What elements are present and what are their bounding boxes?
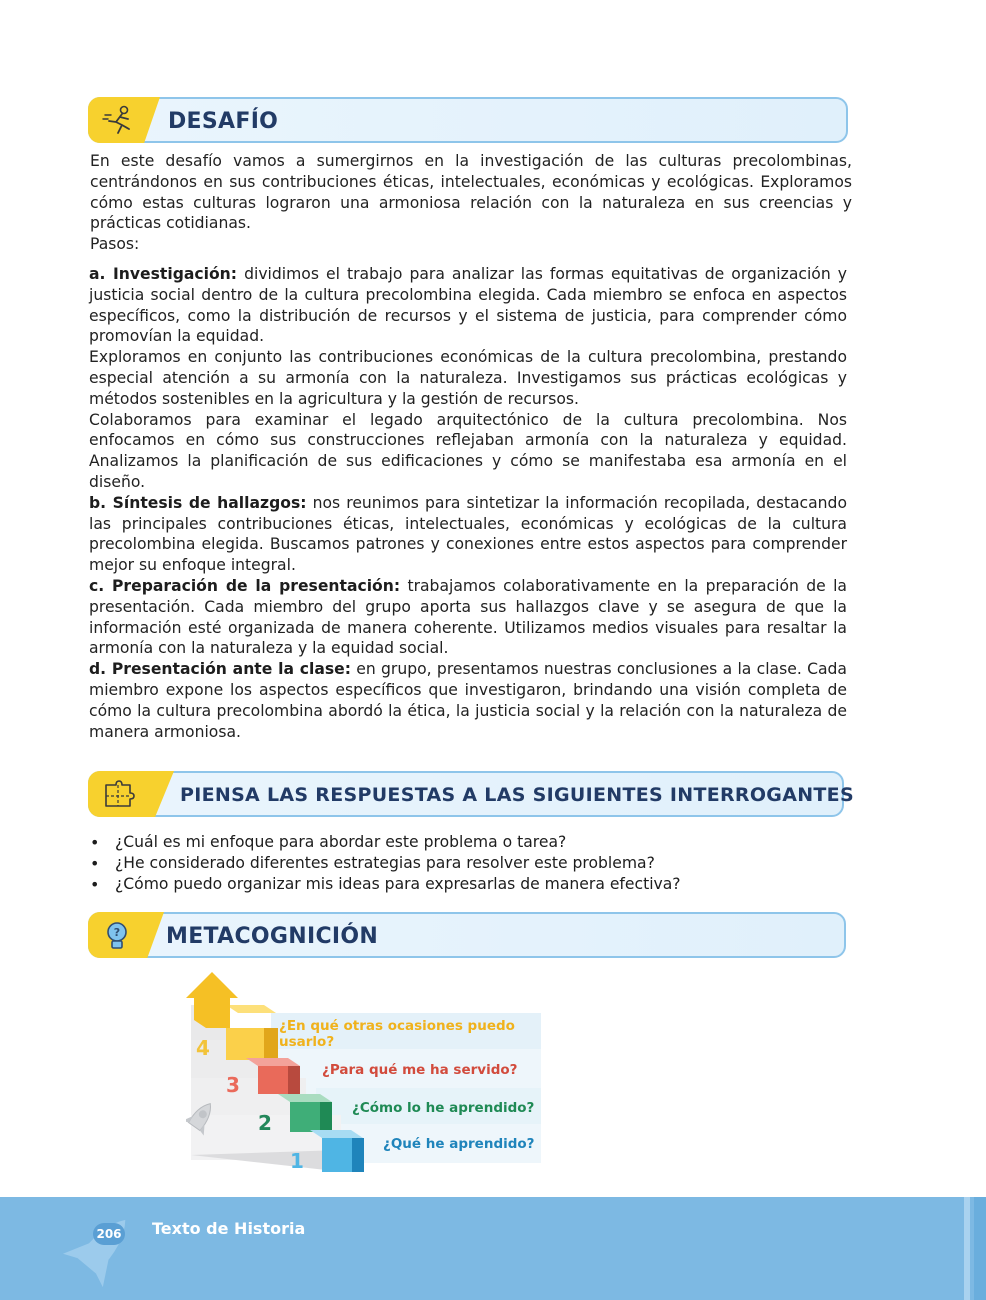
step-a-text: dividimos el trabajo para analizar las formas equitativas de organización y justicia social dentro de la cultura precolombina elegida. Cada miembro se enfoca en aspectos específicos, como la distribución de recursos y el sistema de justicia, para comprender cómo promovían la equidad. <box>89 265 847 346</box>
piensa-tab <box>88 771 174 817</box>
metacognicion-header <box>88 912 846 958</box>
metacognicion-tab <box>88 912 164 958</box>
puzzle-icon <box>102 779 136 809</box>
desafio-intro-block <box>90 151 852 255</box>
step-a <box>89 264 847 347</box>
desafio-title: DESAFÍO <box>168 109 279 134</box>
footer-stripe <box>974 1197 986 1300</box>
metacognicion-title: METACOGNICIÓN <box>166 924 379 949</box>
step-4-label <box>279 1018 515 1050</box>
step-4-label-line-2: usarlo? <box>279 1034 335 1050</box>
step-d <box>89 659 847 742</box>
book-title: Texto de Historia <box>152 1219 306 1238</box>
desafio-tab <box>88 97 160 143</box>
piensa-header <box>88 771 854 817</box>
piensa-title: PIENSA LAS RESPUESTAS A LAS SIGUIENTES INTERROGANTES <box>180 784 854 806</box>
step-a-paragraph-3: Colaboramos para examinar el legado arquitectónico de la cultura precolombina. Nos enfocamos en cómo sus construcciones reflejaban armonía con la naturaleza y equidad. Analizamos la planificación de sus edificaciones y cómo se manifestaba esa armonía en el diseño. <box>89 410 847 491</box>
question-list <box>90 832 681 895</box>
step-d-label: d. Presentación ante la clase: <box>89 660 351 679</box>
step-3-label: ¿Para qué me ha servido? <box>322 1062 518 1078</box>
lightbulb-icon <box>102 920 132 952</box>
step-number-4: 4 <box>196 1036 210 1060</box>
question-item: • ¿Cuál es mi enfoque para abordar este problema o tarea? <box>90 832 681 853</box>
question-item: • ¿He considerado diferentes estrategias para resolver este problema? <box>90 853 681 874</box>
step-1-label: ¿Qué he aprendido? <box>383 1136 535 1152</box>
step-b-label: b. Síntesis de hallazgos: <box>89 493 307 512</box>
page-footer <box>0 1197 986 1300</box>
step-number-2: 2 <box>258 1111 272 1135</box>
step-b-text: nos reunimos para sintetizar la información recopilada, destacando las principales contribuciones éticas, intelectuales, económicas y ecológicas de la cultura precolombina elegida. Buscamos patrones y conexiones entre estos aspectos para comprender mejor su enfoque integral. <box>89 493 847 575</box>
step-d-text: en grupo, presentamos nuestras conclusiones a la clase. Cada miembro expone los aspectos específicos que investigaron, brindando una visión completa de cómo la cultura precolombina abordó la ética, la justicia social y la relación con la naturaleza de manera armoniosa. <box>89 660 847 741</box>
desafio-header <box>88 97 848 143</box>
rocket-watermark-icon <box>40 1197 170 1300</box>
desafio-intro: En este desafío vamos a sumergirnos en la investigación de las culturas precolombinas, centrándonos en sus contribuciones éticas, intelectuales, económicas y ecológicas. Exploramos cómo estas culturas lograron una armoniosa relación con la naturaleza en sus creencias y prácticas cotidianas. <box>90 152 852 233</box>
footer-stripe <box>964 1197 970 1300</box>
step-b <box>89 493 847 576</box>
step-number-1: 1 <box>290 1149 304 1173</box>
step-a-paragraph-2: Exploramos en conjunto las contribuciones económicas de la cultura precolombina, prestando especial atención a su armonía con la naturaleza. Investigamos sus prácticas ecológicas y métodos sostenibles en la agricultura y la gestión de recursos. <box>89 348 847 408</box>
page-number: 206 <box>93 1223 125 1245</box>
step-c <box>89 576 847 659</box>
runner-icon <box>102 105 136 135</box>
svg-text:?: ? <box>113 926 121 939</box>
question-item: • ¿Cómo puedo organizar mis ideas para expresarlas de manera efectiva? <box>90 874 681 895</box>
step-4-label-line-1: ¿En qué otras ocasiones puedo <box>279 1018 515 1034</box>
step-c-text: trabajamos colaborativamente en la preparación de la presentación. Cada miembro del grupo aporta sus hallazgos clave y se asegura de que la información esté organizada de manera coherente. Utilizamos medios visuales para resaltar la armonía con la naturaleza y la equidad social. <box>89 576 847 658</box>
step-number-3: 3 <box>226 1073 240 1097</box>
step-c-label: c. Preparación de la presentación: <box>89 576 401 595</box>
step-2-label: ¿Cómo lo he aprendido? <box>352 1100 535 1116</box>
desafio-steps <box>89 264 847 742</box>
pasos-label: Pasos: <box>90 235 140 254</box>
metacognition-stairs <box>186 970 546 1185</box>
step-a-label: a. Investigación: <box>89 265 238 283</box>
